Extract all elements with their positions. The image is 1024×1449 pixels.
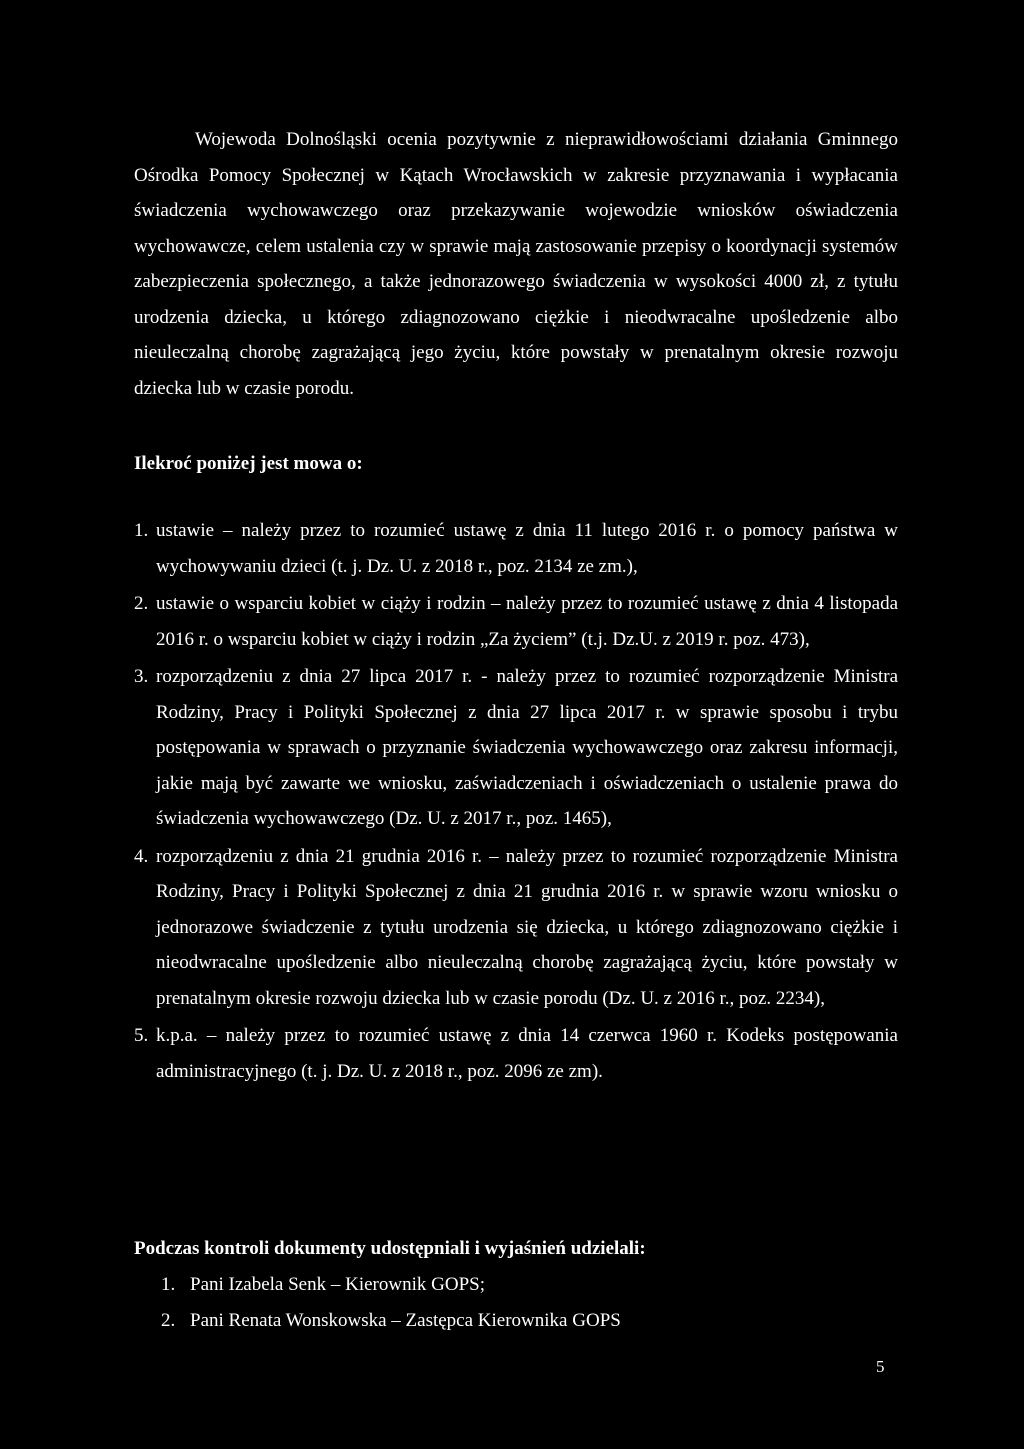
person-number: 2. xyxy=(161,1310,176,1331)
definition-text: rozporządzeniu z dnia 21 grudnia 2016 r. – należy przez to rozumieć rozporządzenie Ministra Rodziny, Pracy i Polityki Społecznej z dnia 21 grudnia 2016 r. w sprawie wzoru wniosku o jednorazowe świadczenie z tytułu urodzenia się dziecka, u którego zdiagnozowano ciężkie i nieodwracalne upośledzenie albo nieuleczalną chorobę zagrażającą życiu, które powstały w prenatalnym okresie rozwoju dziecka lub w czasie porodu (Dz. U. z 2016 r., poz. 2234), xyxy=(156,845,898,1009)
persons-list xyxy=(161,1267,621,1339)
definition-text: ustawie – należy przez to rozumieć ustawę z dnia 11 lutego 2016 r. o pomocy państwa w wychowywaniu dzieci (t. j. Dz. U. z 2018 r., poz. 2134 ze zm.), xyxy=(156,520,898,577)
person-text: Pani Izabela Senk – Kierownik GOPS; xyxy=(190,1274,485,1295)
definition-item xyxy=(134,839,898,1017)
person-item xyxy=(161,1303,621,1339)
definition-item xyxy=(134,1018,898,1089)
definition-number: 1. xyxy=(134,520,149,541)
definitions-heading: Ilekroć poniżej jest mowa o: xyxy=(134,453,363,474)
definition-number: 5. xyxy=(134,1025,149,1046)
page-number: 5 xyxy=(876,1357,885,1376)
control-heading: Podczas kontroli dokumenty udostępniali i wyjaśnień udzielali: xyxy=(134,1238,646,1259)
person-item xyxy=(161,1267,621,1303)
definitions-list xyxy=(134,513,898,1091)
definition-item xyxy=(134,659,898,837)
definition-text: rozporządzeniu z dnia 27 lipca 2017 r. - należy przez to rozumieć rozporządzenie Ministra Rodziny, Pracy i Polityki Społecznej z dnia 27 lipca 2017 r. w sprawie sposobu i trybu postępowania w sprawach o przyznanie świadczenia wychowawczego oraz zakresu informacji, jakie mają być zawarte we wniosku, zaświadczeniach i oświadczeniach o ustalenie prawa do świadczenia wychowawczego (Dz. U. z 2017 r., poz. 1465), xyxy=(156,666,898,829)
definition-text: k.p.a. – należy przez to rozumieć ustawę z dnia 14 czerwca 1960 r. Kodeks postępowania administracyjnego (t. j. Dz. U. z 2018 r., poz. 2096 ze zm). xyxy=(156,1025,898,1082)
intro-paragraph: Wojewoda Dolnośląski ocenia pozytywnie z nieprawidłowościami działania Gminnego Ośrodka Pomocy Społecznej w Kątach Wrocławskich w zakresie przyznawania i wypłacania świadczenia wychowawczego oraz przekazywanie wojewodzie wniosków oświadczenia wychowawcze, celem ustalenia czy w sprawie mają zastosowanie przepisy o koordynacji systemów zabezpieczenia społecznego, a także jednorazowego świadczenia w wysokości 4000 zł, z tytułu urodzenia dziecka, u którego zdiagnozowano ciężkie i nieodwracalne upośledzenie albo nieuleczalną chorobę zagrażającą jego życiu, które powstały w prenatalnym okresie rozwoju dziecka lub w czasie porodu. xyxy=(134,129,898,399)
definition-number: 2. xyxy=(134,593,149,614)
definition-text: ustawie o wsparciu kobiet w ciąży i rodzin – należy przez to rozumieć ustawę z dnia 4 listopada 2016 r. o wsparciu kobiet w ciąży i rodzin „Za życiem” (t.j. Dz.U. z 2019 r. poz. 473), xyxy=(156,593,898,650)
definition-item xyxy=(134,586,898,657)
definition-number: 3. xyxy=(134,666,149,687)
person-number: 1. xyxy=(161,1274,176,1295)
person-text: Pani Renata Wonskowska – Zastępca Kierownika GOPS xyxy=(190,1310,621,1331)
definition-number: 4. xyxy=(134,845,149,867)
definition-item xyxy=(134,513,898,584)
